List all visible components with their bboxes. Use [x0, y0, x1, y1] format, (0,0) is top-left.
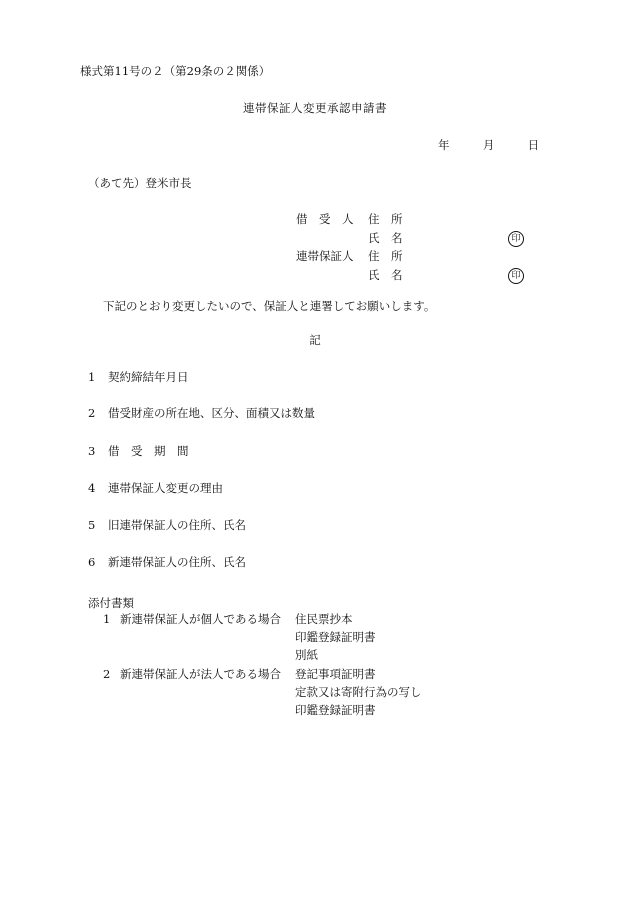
- item-text: 契約締結年月日: [108, 370, 189, 384]
- item-text: 新連帯保証人の住所、氏名: [108, 555, 246, 569]
- date-row: [438, 140, 539, 152]
- borrower-address-label: 住 所: [368, 212, 403, 226]
- item-number: 3: [88, 444, 96, 458]
- item-number: 2: [88, 406, 96, 420]
- attachment-case-label: 新連帯保証人が個人である場合: [120, 612, 281, 626]
- item-number: 6: [88, 555, 96, 569]
- item-number: 5: [88, 518, 96, 532]
- document-title: 連帯保証人変更承認申請書: [243, 101, 387, 115]
- date-year: 年: [438, 138, 450, 152]
- attachment-case-number: 1: [103, 612, 111, 626]
- item-text: 借受財産の所在地、区分、面積又は数量: [108, 406, 315, 420]
- date-day: 日: [527, 138, 540, 152]
- item-text: 連帯保証人変更の理由: [108, 481, 223, 495]
- date-month: 月: [482, 138, 495, 152]
- list-item: [88, 446, 189, 458]
- ki-heading: 記: [309, 333, 321, 347]
- item-text: 借 受 期 間: [108, 444, 189, 458]
- guarantor-seal-icon: 印: [508, 268, 524, 284]
- list-item: [88, 372, 189, 384]
- addressee: （あて先）登米市長: [88, 176, 192, 190]
- attachment-case-number: 2: [103, 667, 111, 681]
- guarantor-role: 連帯保証人: [296, 249, 354, 263]
- item-number: 1: [88, 370, 96, 384]
- list-item: [88, 520, 246, 532]
- attachment-doc: 住民票抄本: [295, 612, 353, 626]
- item-number: 4: [88, 481, 96, 495]
- attachment-case-label: 新連帯保証人が法人である場合: [120, 667, 281, 681]
- list-item: [88, 483, 223, 495]
- guarantor-name-label: 氏 名: [368, 268, 403, 282]
- attachment-doc: 別紙: [295, 648, 318, 662]
- borrower-seal-icon: 印: [508, 231, 524, 247]
- borrower-role: 借 受 人: [296, 212, 354, 226]
- attachments-title: 添付書類: [88, 596, 134, 610]
- attachment-doc: 印鑑登録証明書: [295, 703, 376, 717]
- list-item: [88, 408, 315, 420]
- guarantor-address-label: 住 所: [368, 249, 403, 263]
- attachment-doc: 登記事項証明書: [295, 667, 376, 681]
- form-number: 様式第11号の２（第29条の２関係）: [80, 64, 271, 78]
- request-statement: 下記のとおり変更したいので、保証人と連署してお願いします。: [103, 299, 436, 313]
- attachment-doc: 印鑑登録証明書: [295, 630, 376, 644]
- item-text: 旧連帯保証人の住所、氏名: [108, 518, 246, 532]
- attachment-doc: 定款又は寄附行為の写し: [295, 685, 422, 699]
- borrower-name-label: 氏 名: [368, 231, 403, 245]
- list-item: [88, 557, 246, 569]
